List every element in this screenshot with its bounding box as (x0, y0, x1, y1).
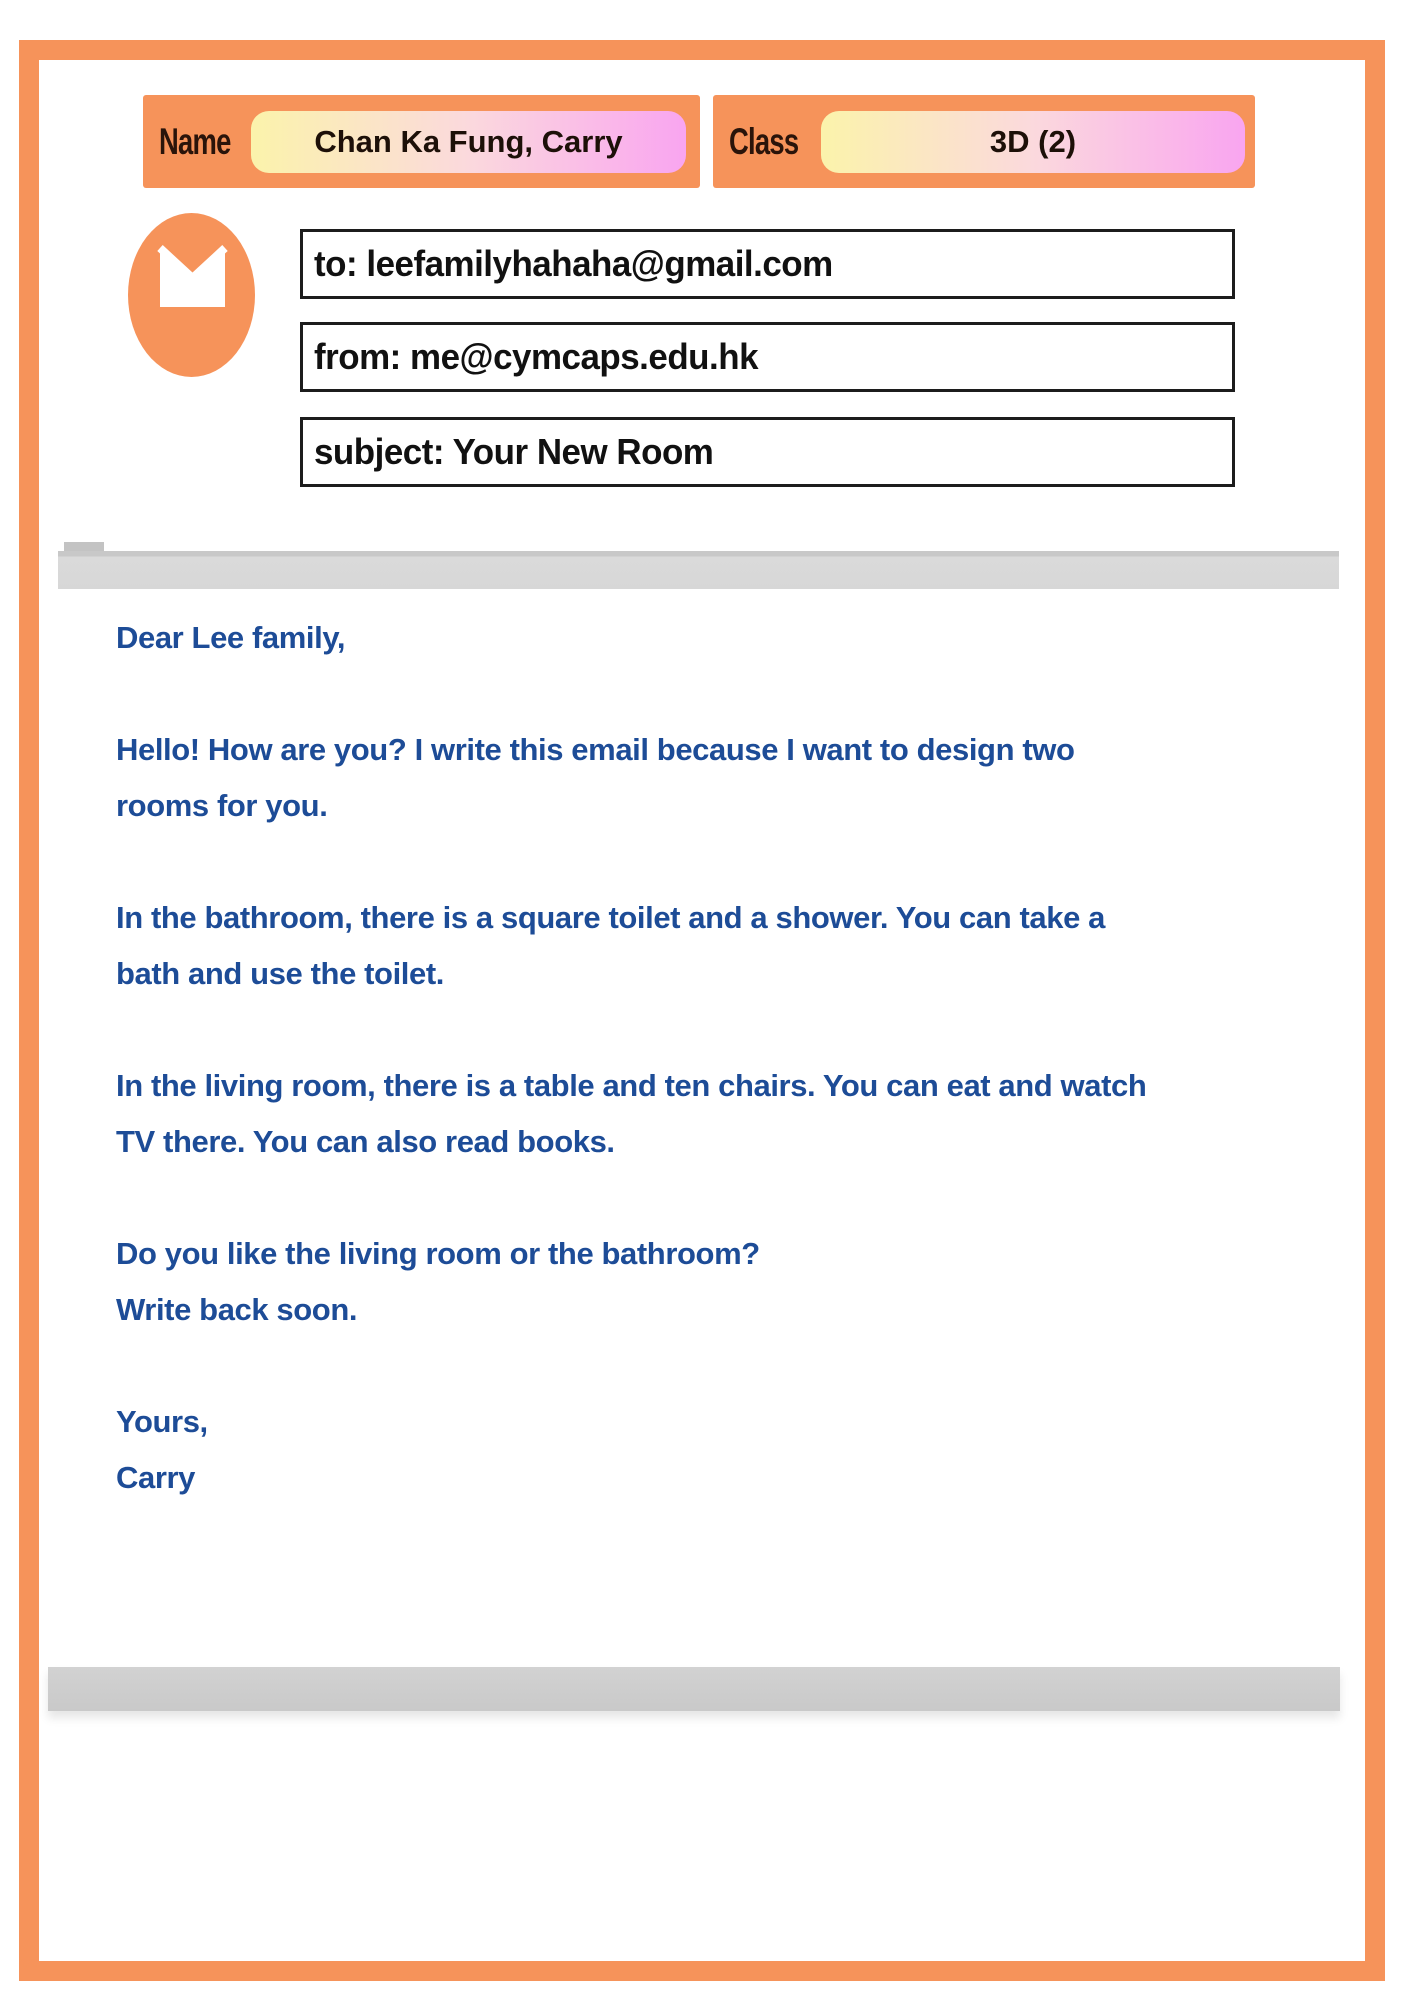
top-divider-bar (58, 551, 1339, 589)
body-line: Write back soon. (116, 1292, 358, 1327)
class-label: Class (729, 120, 799, 162)
email-subject-field (300, 417, 1235, 487)
body-line: bath and use the toilet. (116, 956, 444, 991)
bathroom-paragraph (116, 890, 1326, 1002)
email-to-field (300, 229, 1235, 299)
body-line: Do you like the living room or the bathroom? (116, 1236, 760, 1271)
name-box (143, 95, 700, 188)
email-to-text: to: leefamilyhahaha@gmail.com (314, 243, 833, 284)
email-body (116, 610, 1326, 1562)
email-subject-text: subject: Your New Room (314, 431, 714, 472)
living-room-paragraph (116, 1058, 1326, 1170)
salutation-paragraph (116, 610, 1326, 666)
class-box (713, 95, 1255, 188)
body-line: In the bathroom, there is a square toilet and a shower. You can take a (116, 900, 1105, 935)
body-line: In the living room, there is a table and ten chairs. You can eat and watch (116, 1068, 1147, 1103)
body-line: rooms for you. (116, 788, 328, 823)
intro-paragraph (116, 722, 1326, 834)
question-paragraph (116, 1226, 1326, 1338)
body-line: Dear Lee family, (116, 620, 346, 655)
signature-line: Carry (116, 1460, 195, 1495)
bottom-divider-bar (48, 1667, 1340, 1711)
body-line: Hello! How are you? I write this email because I want to design two (116, 732, 1075, 767)
name-value-pill: Chan Ka Fung, Carry (251, 111, 686, 173)
signature-paragraph (116, 1394, 1326, 1506)
closing-line: Yours, (116, 1404, 208, 1439)
body-line: TV there. You can also read books. (116, 1124, 615, 1159)
name-label: Name (159, 120, 231, 162)
email-from-field (300, 322, 1235, 392)
class-value-pill: 3D (2) (821, 111, 1245, 173)
mail-envelope-icon (128, 213, 255, 377)
email-from-text: from: me@cymcaps.edu.hk (314, 336, 759, 377)
